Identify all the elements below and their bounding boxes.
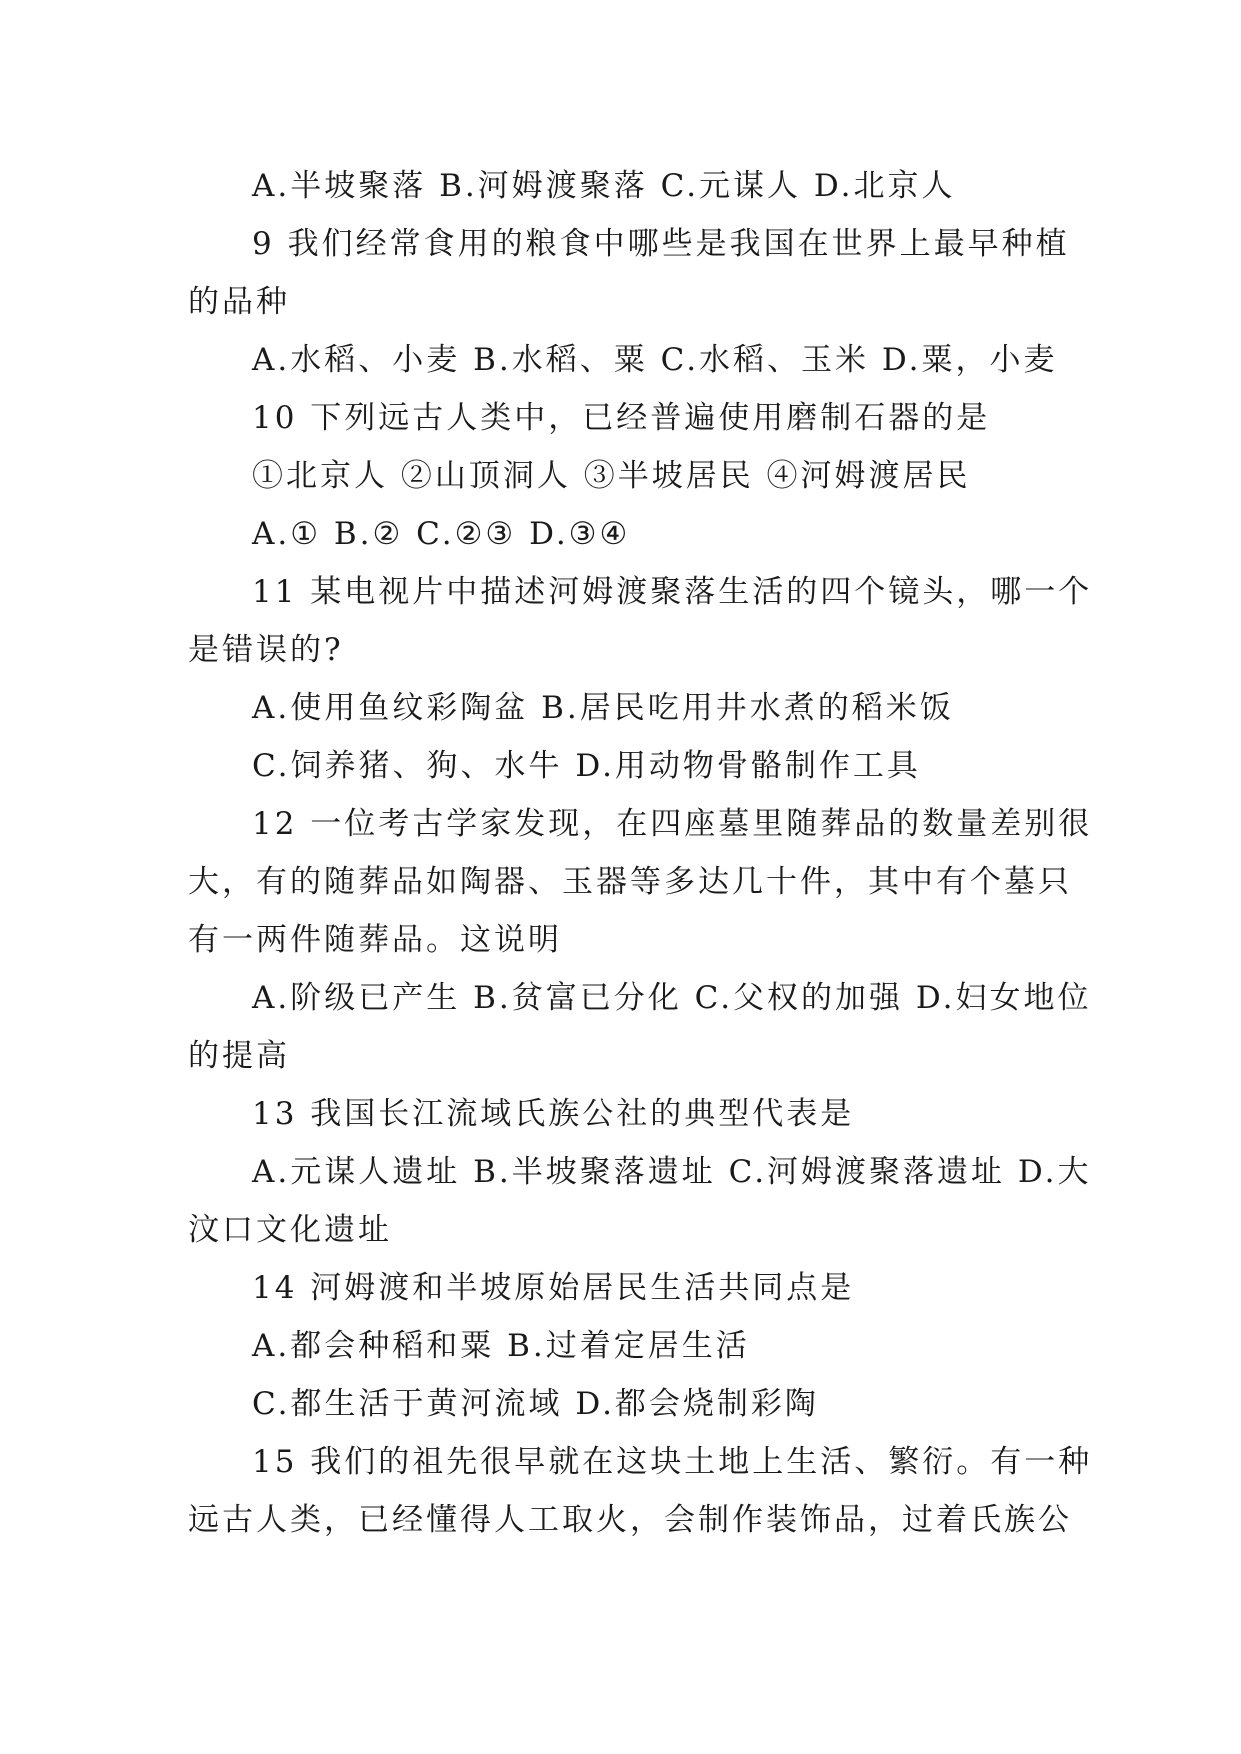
q10-items: ①北京人 ②山顶洞人 ③半坡居民 ④河姆渡居民 [252, 458, 971, 494]
q12-question-cont: 大，有的随葬品如陶器、玉器等多达几十件，其中有个墓只 [188, 864, 1072, 900]
q11-options-cd: C.饲养猪、狗、水牛 D.用动物骨骼制作工具 [252, 748, 921, 784]
q8-options: A.半坡聚落 B.河姆渡聚落 C.元谋人 D.北京人 [252, 168, 956, 204]
q14-options-cd: C.都生活于黄河流域 D.都会烧制彩陶 [252, 1386, 819, 1422]
q13-options: A.元谋人遗址 B.半坡聚落遗址 C.河姆渡聚落遗址 D.大 [252, 1154, 1092, 1190]
q11-question: 11 某电视片中描述河姆渡聚落生活的四个镜头，哪一个 [252, 574, 1093, 610]
q12-options: A.阶级已产生 B.贫富已分化 C.父权的加强 D.妇女地位 [252, 980, 1092, 1016]
q13-question: 13 我国长江流域氏族公社的典型代表是 [252, 1096, 855, 1132]
q9-options: A.水稻、小麦 B.水稻、粟 C.水稻、玉米 D.粟，小麦 [252, 342, 1058, 378]
q12-options-cont: 的提高 [188, 1038, 290, 1074]
q10-question: 10 下列远古人类中，已经普遍使用磨制石器的是 [252, 400, 991, 436]
q9-question-cont: 的品种 [188, 284, 290, 320]
q15-question: 15 我们的祖先很早就在这块土地上生活、繁衍。有一种 [252, 1444, 1093, 1480]
q13-options-cont: 汶口文化遗址 [188, 1212, 392, 1248]
q12-question-end: 有一两件随葬品。这说明 [188, 922, 562, 958]
q9-question: 9 我们经常食用的粮食中哪些是我国在世界上最早种植 [252, 226, 1070, 262]
q10-options: A.① B.② C.②③ D.③④ [252, 516, 631, 552]
q14-question: 14 河姆渡和半坡原始居民生活共同点是 [252, 1270, 855, 1306]
q11-question-cont: 是错误的? [188, 632, 344, 668]
q12-question: 12 一位考古学家发现，在四座墓里随葬品的数量差别很 [252, 806, 1093, 842]
q11-options-ab: A.使用鱼纹彩陶盆 B.居民吃用井水煮的稻米饭 [252, 690, 954, 726]
q15-question-cont: 远古人类，已经懂得人工取火，会制作装饰品，过着氏族公 [188, 1502, 1072, 1538]
q14-options-ab: A.都会种稻和粟 B.过着定居生活 [252, 1328, 750, 1364]
